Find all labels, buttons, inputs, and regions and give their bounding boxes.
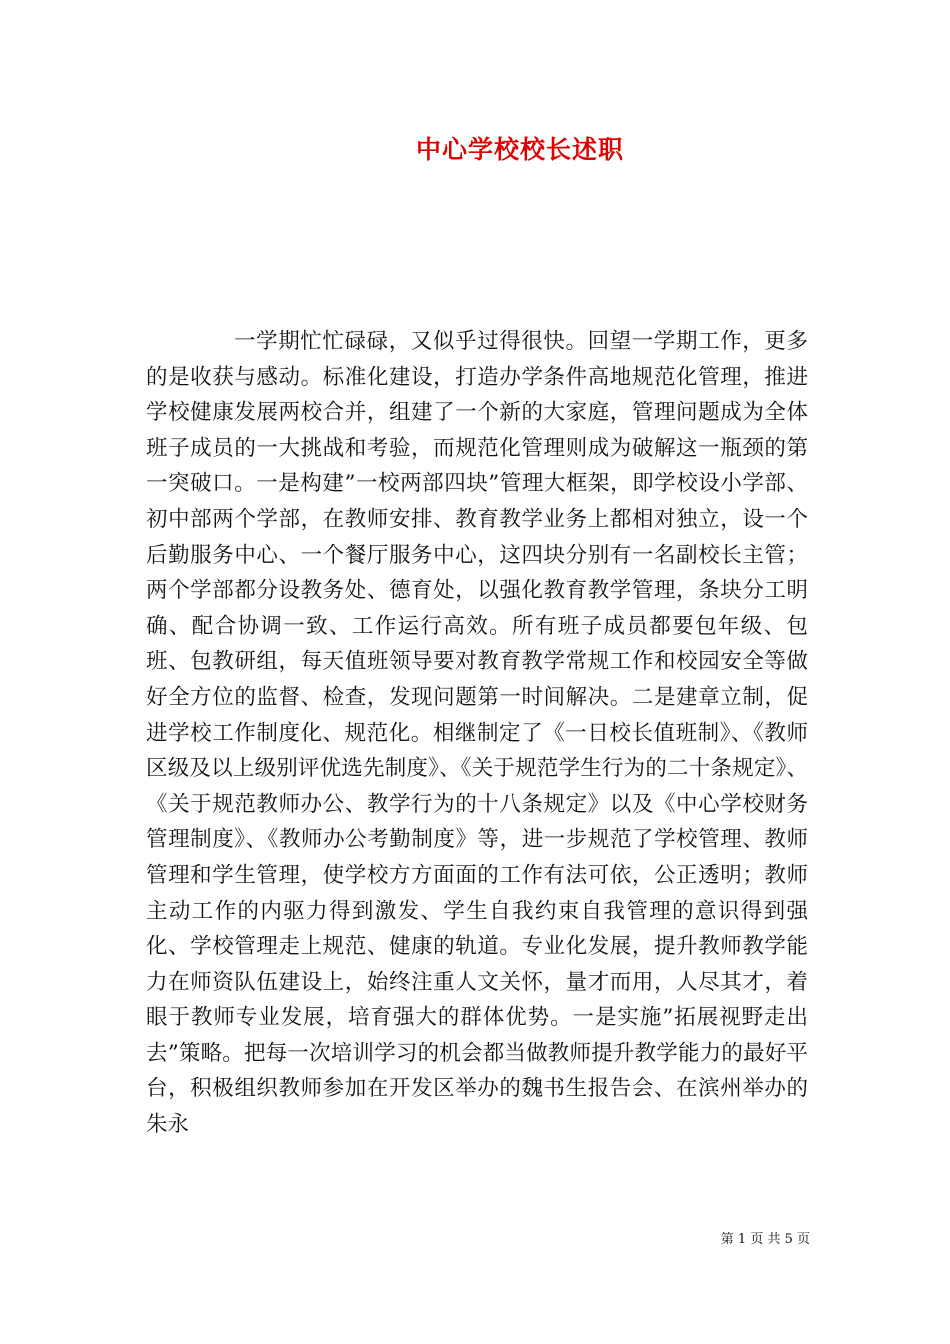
document-body-paragraph: 一学期忙忙碌碌，又似乎过得很快。回望一学期工作，更多的是收获与感动。标准化建设，打造办学条件高地规范化管理，推进学校健康发展两校合并，组建了一个新的大家庭，管理问题成为全体班子成员的一大挑战和考验，而规范化管理则成为破解这一瓶颈的第一突破口。一是构建”一校两部四块”管理大框架，即学校设小学部、初中部两个学部，在教师安排、教育教学业务上都相对独立，设一个后勤服务中心、一个餐厅服务中心，这四块分别有一名副校长主管；两个学部都分设教务处、德育处，以强化教育教学管理，条块分工明确、配合协调一致、工作运行高效。所有班子成员都要包年级、包班、包教研组，每天值班领导要对教育教学常规工作和校园安全等做好全方位的监督、检查，发现问题第一时间解决。二是建章立制，促进学校工作制度化、规范化。相继制定了《一日校长值班制》、《教师区级及以上级别评优选先制度》、《关于规范学生行为的二十条规定》、《关于规范教师办公、教学行为的十八条规定》以及《中心学校财务管理制度》、《教师办公考勤制度》等，进一步规范了学校管理、教师管理和学生管理，使学校方方面面的工作有法可依，公正透明；教师主动工作的内驱力得到激发、学生自我约束自我管理的意识得到强化、学校管理走上规范、健康的轨道。专业化发展，提升教师教学能力在师资队伍建设上，始终注重人文关怀，量才而用，人尽其才，着眼于教师专业发展，培育强大的群体优势。一是实施”拓展视野走出去”策略。把每一次培训学习的机会都当做教师提升教学能力的最好平台，积极组织教师参加在开发区举办的魏书生报告会、在滨州举办的朱永 (146, 329, 808, 1138)
page-number-footer: 第 1 页 共 5 页 (720, 1232, 810, 1247)
document-title: 中心学校校长述职 (415, 135, 624, 164)
